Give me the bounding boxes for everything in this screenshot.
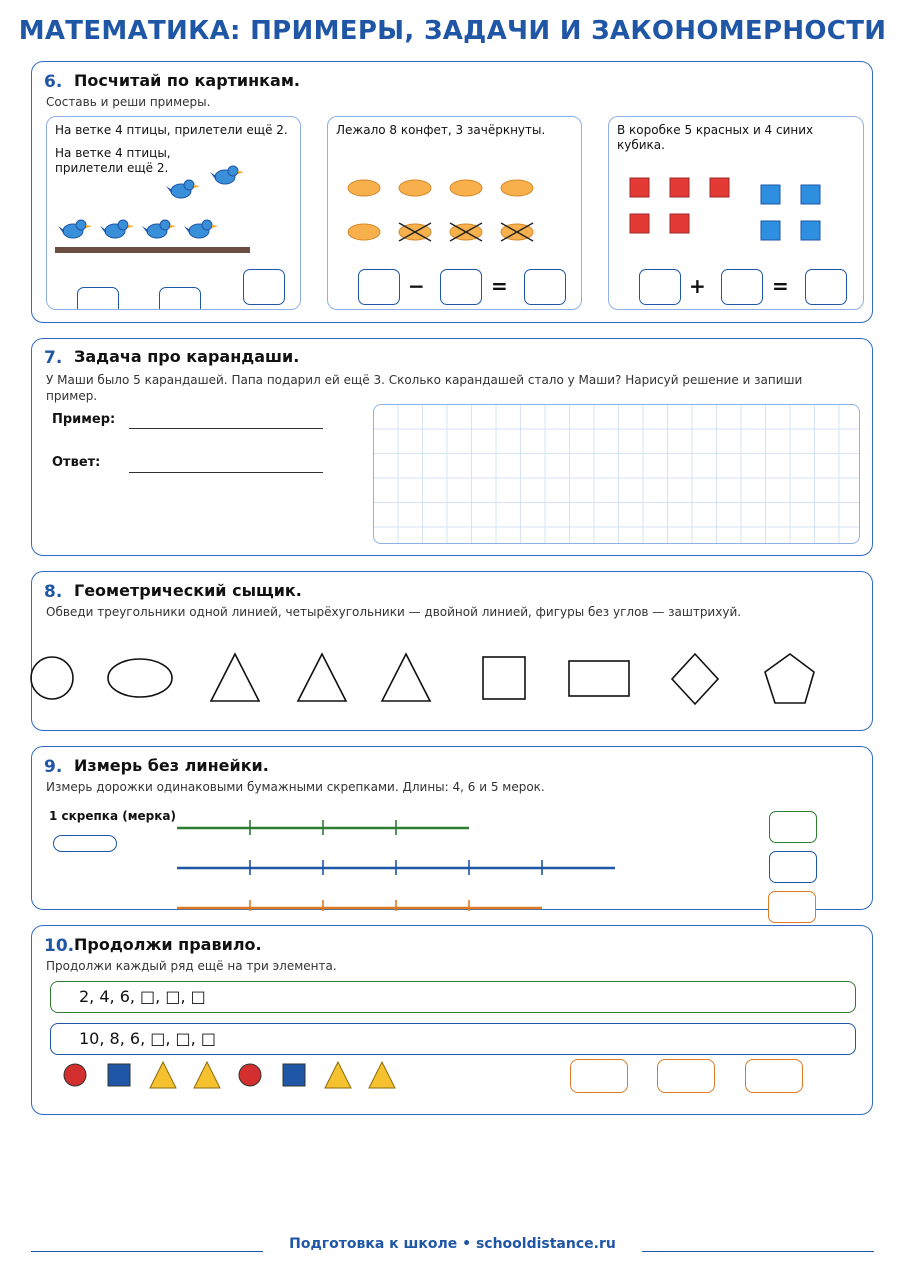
task-title: Продолжи правило. xyxy=(74,935,262,954)
yellow-triangle-icon xyxy=(150,1062,176,1088)
answer-line[interactable] xyxy=(129,472,323,473)
footer-text: Подготовка к школе • schooldistance.ru xyxy=(289,1236,616,1252)
sequence-row-2[interactable]: 10, 8, 6, □, □, □ xyxy=(50,1023,856,1055)
blue-path xyxy=(177,860,615,875)
card-text-repeat: На ветке 4 птицы, прилетели ещё 2. xyxy=(55,146,171,175)
yellow-triangle-icon xyxy=(325,1062,351,1088)
example-answer-line[interactable] xyxy=(129,428,323,429)
task-title: Геометрический сыщик. xyxy=(74,581,302,600)
oval-shape xyxy=(108,659,172,697)
answer-box[interactable] xyxy=(77,287,119,310)
task-8-section xyxy=(31,571,873,731)
task-title: Измерь без линейки. xyxy=(74,756,269,775)
blue-cube-icon xyxy=(801,185,820,204)
answer-box[interactable] xyxy=(358,269,400,305)
minus-sign: − xyxy=(408,274,425,298)
measure-paths xyxy=(32,747,874,911)
birds-card xyxy=(46,116,301,310)
task-number: 10. xyxy=(44,936,75,956)
task-description: Обведи треугольники одной линией, четырёхугольники — двойной линией, фигуры без углов — заштрихуй. xyxy=(46,605,742,619)
rhombus-shape xyxy=(672,654,718,704)
rectangle-shape xyxy=(569,661,629,696)
card-text: Лежало 8 конфет, 3 зачёркнуты. xyxy=(336,123,546,137)
task-6-section xyxy=(31,61,873,323)
task-number: 7. xyxy=(44,348,63,368)
card-text: На ветке 4 птицы, прилетели ещё 2. xyxy=(55,123,288,137)
red-cube-icon xyxy=(630,178,649,197)
bird-icon xyxy=(184,220,218,238)
page-title: МАТЕМАТИКА: ПРИМЕРЫ, ЗАДАЧИ И ЗАКОНОМЕРНОСТИ xyxy=(18,16,887,46)
task-number: 8. xyxy=(44,582,63,602)
candy-icon xyxy=(450,180,482,196)
task-title: Задача про карандаши. xyxy=(74,347,300,366)
candies-card xyxy=(327,116,582,310)
bird-icon xyxy=(58,220,92,238)
yellow-triangle-icon xyxy=(194,1062,220,1088)
blue-cube-icon xyxy=(761,185,780,204)
pentagon-shape xyxy=(765,654,814,703)
cubes-card xyxy=(608,116,864,310)
green-answer-box[interactable] xyxy=(769,811,817,843)
task-10-section xyxy=(31,925,873,1115)
candy-icon xyxy=(399,180,431,196)
shape-pattern-row xyxy=(32,1058,432,1094)
green-path xyxy=(177,820,469,835)
red-cube-icon xyxy=(630,214,649,233)
blue-cube-icon xyxy=(761,221,780,240)
blue-square-icon xyxy=(108,1064,130,1086)
task-9-section xyxy=(31,746,873,910)
candy-icon xyxy=(501,180,533,196)
bird-icon xyxy=(142,220,176,238)
triangle-shape xyxy=(211,654,259,701)
circle-shape xyxy=(31,657,73,699)
footer-line-right xyxy=(642,1251,874,1252)
candy-icon xyxy=(348,180,380,196)
yellow-triangle-icon xyxy=(369,1062,395,1088)
task-number: 9. xyxy=(44,757,63,777)
candy-icon xyxy=(348,224,380,240)
task-title: Посчитай по картинкам. xyxy=(74,71,300,90)
answer-box[interactable] xyxy=(524,269,566,305)
bird-icon xyxy=(100,220,134,238)
task-description: Продолжи каждый ряд ещё на три элемента. xyxy=(46,959,337,973)
example-label: Пример: xyxy=(52,412,116,427)
task-description: Составь и реши примеры. xyxy=(46,95,211,109)
pattern-answer-box[interactable] xyxy=(570,1059,628,1093)
shapes-row xyxy=(30,632,872,712)
blue-answer-box[interactable] xyxy=(769,851,817,883)
answer-box[interactable] xyxy=(159,287,201,310)
blue-square-icon xyxy=(283,1064,305,1086)
red-cube-icon xyxy=(670,214,689,233)
task-7-section xyxy=(31,338,873,556)
red-circle-icon xyxy=(239,1064,261,1086)
pattern-answer-box[interactable] xyxy=(745,1059,803,1093)
pattern-answer-box[interactable] xyxy=(657,1059,715,1093)
card-text: В коробке 5 красных и 4 синих кубика. xyxy=(617,123,814,152)
bird-icon xyxy=(166,180,200,198)
drawing-grid[interactable] xyxy=(373,404,860,544)
sequence-row-1[interactable]: 2, 4, 6, □, □, □ xyxy=(50,981,856,1013)
task-description: Измерь дорожки одинаковыми бумажными скрепками. Длины: 4, 6 и 5 мерок. xyxy=(46,780,545,794)
square-shape xyxy=(483,657,525,699)
triangle-shape xyxy=(298,654,346,701)
equals-sign: = xyxy=(491,274,508,298)
answer-box[interactable] xyxy=(243,269,285,305)
answer-label: Ответ: xyxy=(52,455,101,470)
answer-box[interactable] xyxy=(721,269,763,305)
task-description: У Маши было 5 карандашей. Папа подарил ей ещё 3. Сколько карандашей стало у Маши? Нарисуй решение и запиши пример. xyxy=(46,373,803,403)
red-circle-icon xyxy=(64,1064,86,1086)
plus-sign: + xyxy=(689,274,706,298)
clip-label: 1 скрепка (мерка) xyxy=(49,809,176,823)
task-number: 6. xyxy=(44,72,63,92)
answer-box[interactable] xyxy=(440,269,482,305)
bird-icon xyxy=(210,166,244,184)
red-cube-icon xyxy=(670,178,689,197)
answer-box[interactable] xyxy=(805,269,847,305)
red-cube-icon xyxy=(710,178,729,197)
equals-sign: = xyxy=(772,274,789,298)
triangle-shape xyxy=(382,654,430,701)
blue-cube-icon xyxy=(801,221,820,240)
answer-box[interactable] xyxy=(639,269,681,305)
orange-path xyxy=(177,900,542,911)
branch-icon xyxy=(55,247,250,253)
orange-answer-box[interactable] xyxy=(768,891,816,923)
